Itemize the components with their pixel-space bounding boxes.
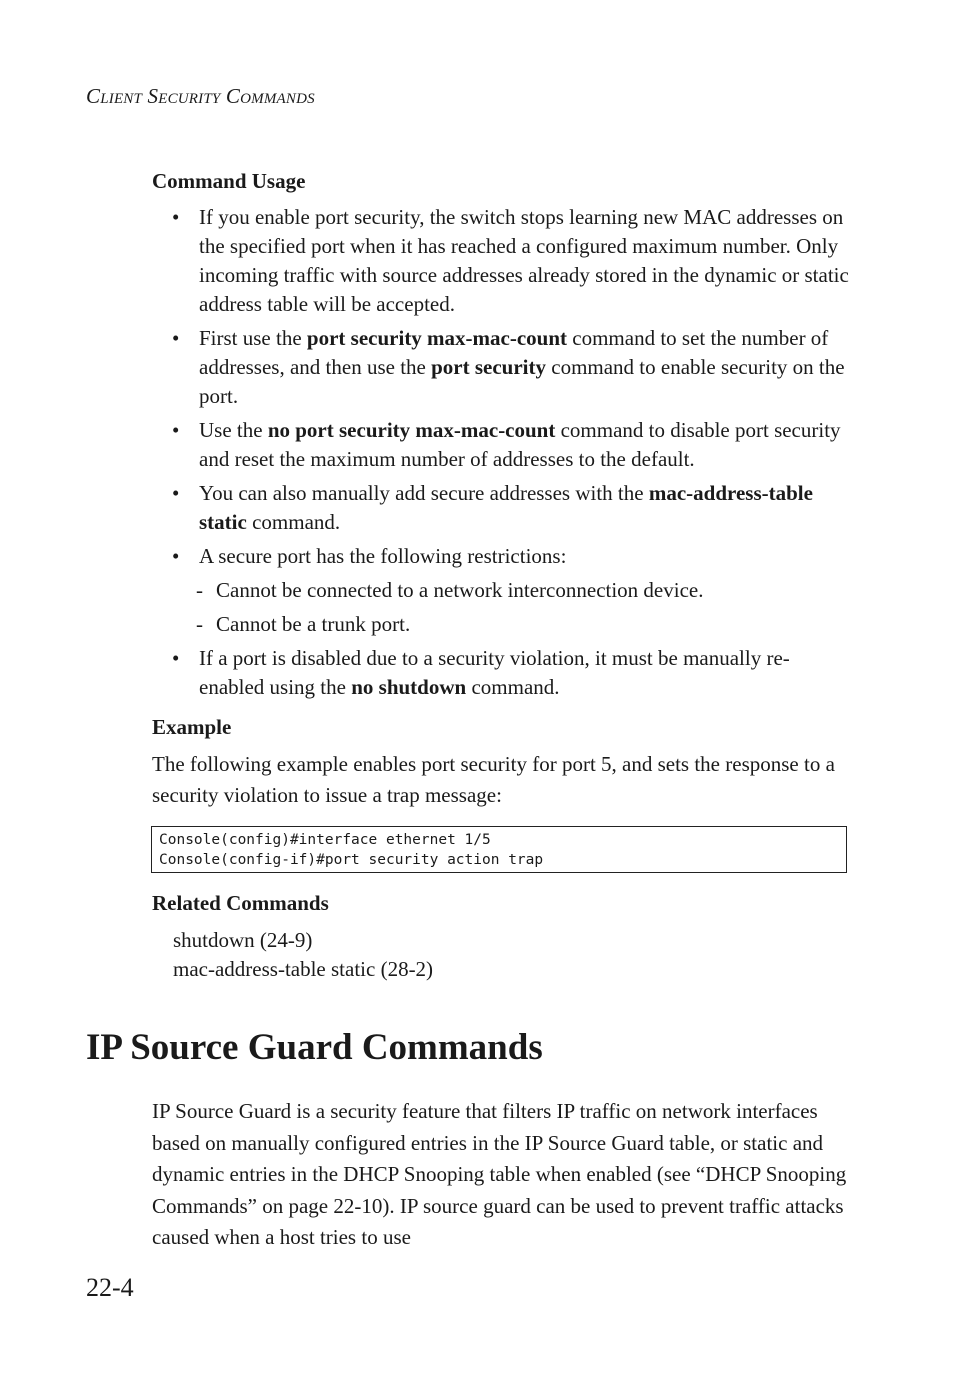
list-item <box>172 479 852 537</box>
dash-marker: - <box>196 578 203 602</box>
dash-marker: - <box>196 612 203 636</box>
list-text: If you enable port security, the switch stops learning new MAC addresses on the specified port when it has reached a configured maximum number. Only incoming traffic with source addresses already stored in the dynamic or static address table will be accepted. <box>199 205 849 316</box>
related-command-item: mac-address-table static (28-2) <box>173 957 434 981</box>
sub-list-item <box>172 576 852 605</box>
example-heading: Example <box>152 715 232 739</box>
bullet-marker: • <box>172 481 180 505</box>
list-text: Use the <box>199 418 268 442</box>
section-intro-paragraph: IP Source Guard is a security feature that filters IP traffic on network interfaces based on manually configured entries in the IP Source Guard table, or static and dynamic entries in the DHCP Snooping table when enabled (see “DHCP Snooping Commands” on page 22-10). IP source guard can be used to prevent traffic attacks caused when a host tries to use <box>152 1099 847 1249</box>
list-item <box>172 203 852 319</box>
command-usage-list <box>172 203 852 707</box>
related-commands-heading: Related Commands <box>152 891 329 915</box>
list-text: A secure port has the following restrictions: <box>199 544 567 568</box>
command-name: no port security max-mac-count <box>267 418 556 442</box>
list-text: First use the <box>199 326 307 350</box>
list-text: command to disable port security and reset the maximum number of addresses to the default. <box>199 418 841 471</box>
list-text: If a port is disabled due to a security violation, it must be manually re-enabled using the <box>199 646 790 699</box>
list-item <box>172 644 852 702</box>
list-text: Cannot be a trunk port. <box>216 612 411 636</box>
list-text: command. <box>246 510 341 534</box>
running-header: Client Security Commands <box>86 84 315 108</box>
command-name: mac-address-table static <box>199 481 813 534</box>
list-item <box>172 542 852 571</box>
code-line: Console(config)#interface ethernet 1/5 <box>159 832 491 848</box>
command-name: port security max-mac-count <box>306 326 568 350</box>
code-example <box>151 826 847 873</box>
command-name: no shutdown <box>351 675 467 699</box>
sub-list-item <box>172 610 852 639</box>
bullet-marker: • <box>172 544 180 568</box>
command-name: port security <box>431 355 546 379</box>
list-text: command to enable security on the port. <box>199 355 845 408</box>
bullet-marker: • <box>172 205 180 229</box>
page-number: 22-4 <box>86 1273 134 1302</box>
command-usage-heading: Command Usage <box>152 169 306 193</box>
list-text: command to set the number of addresses, and then use the <box>199 326 829 379</box>
related-command-item: shutdown (24-9) <box>173 928 313 952</box>
list-item <box>172 416 852 474</box>
bullet-marker: • <box>172 418 180 442</box>
list-text: command. <box>466 675 560 699</box>
related-commands-list <box>173 926 433 984</box>
section-title: IP Source Guard Commands <box>86 1027 543 1068</box>
bullet-marker: • <box>172 646 180 670</box>
bullet-marker: • <box>172 326 180 350</box>
list-text: You can also manually add secure addresses with the <box>199 481 649 505</box>
code-line: Console(config-if)#port security action trap <box>159 852 544 868</box>
list-text: Cannot be connected to a network interconnection device. <box>216 578 704 602</box>
example-description: The following example enables port security for port 5, and sets the response to a security violation to issue a trap message: <box>152 752 835 807</box>
list-item <box>172 324 852 411</box>
